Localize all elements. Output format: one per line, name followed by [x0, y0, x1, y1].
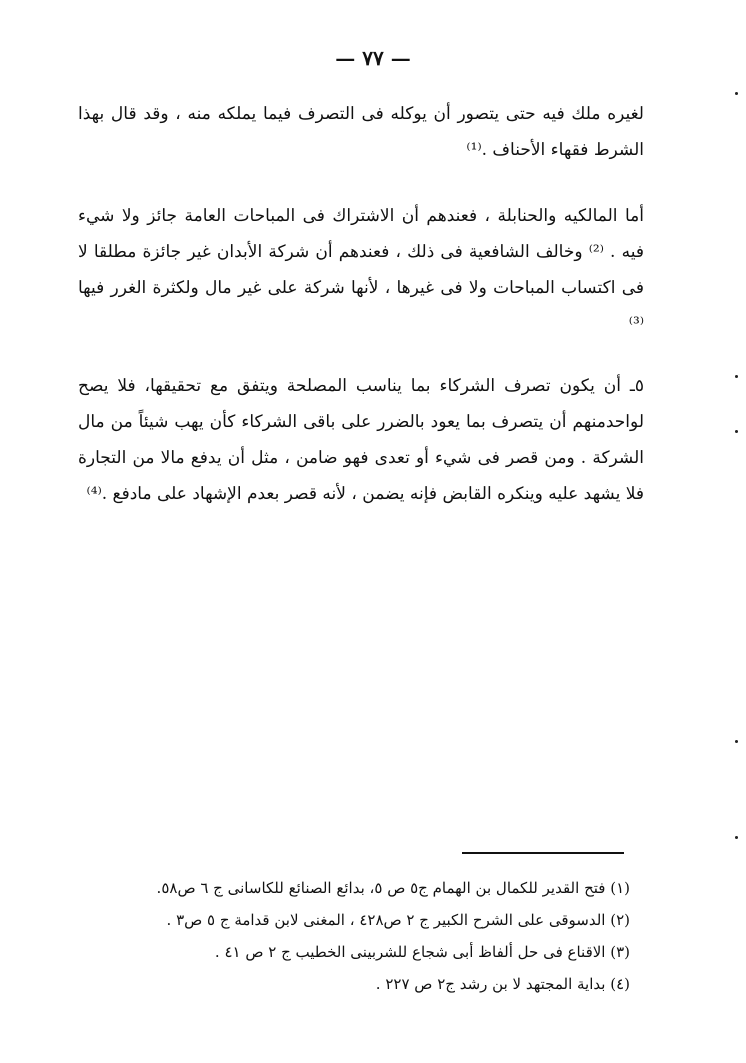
paragraph-2: أما المالكيه والحنابلة ، فعندهم أن الاشتراك فى المباحات العامة جائز ولا شيء فيه . ⁽²⁾ وخالف الشافعية فى ذلك ، فعندهم أن شركة الأبدان غير جائزة مطلقا لا فى اكتساب المباحات ولا فى غيرها ، لأنها شركة على غير مال ولكثرة الغرر فيها ⁽³⁾ — [78, 206, 644, 334]
scan-speck — [735, 740, 738, 743]
footnote-4: (٤) بداية المجتهد لا بن رشد ج٢ ص ٢٢٧ . — [375, 975, 630, 993]
footnote-separator — [462, 852, 624, 854]
body-text — [78, 96, 644, 538]
page-number: — ٧٧ — — [335, 46, 411, 70]
scan-speck — [735, 836, 738, 839]
footnote-2: (٢) الدسوقى على الشرح الكبير ج ٢ ص٤٢٨ ، المغنى لابن قدامة ج ٥ ص٣ . — [166, 911, 630, 929]
scan-speck — [735, 375, 738, 378]
footnotes — [110, 872, 630, 1000]
scan-speck — [735, 92, 738, 95]
footnote-1: (١) فتح القدير للكمال بن الهمام ج٥ ص ٥، بدائع الصنائع للكاسانى ج ٦ ص٥٨. — [156, 879, 630, 897]
paragraph-1: لغيره ملك فيه حتى يتصور أن يوكله فى التصرف فيما يملكه منه ، وقد قال بهذا الشرط فقهاء الأحناف .⁽¹⁾ — [78, 104, 644, 160]
paragraph-3: ٥ـ أن يكون تصرف الشركاء بما يناسب المصلحة ويتفق مع تحقيقها، فلا يصح لواحدمنهم أن يتصرف بما يعود بالضرر على باقى الشركاء كأن يهب شيئاً من مال الشركة . ومن قصر فى شيء أو تعدى فهو ضامن ، مثل أن يدفع مالا من التجارة فلا يشهد عليه وينكره القابض فإنه يضمن ، لأنه قصر بعدم الإشهاد على مادفع .⁽⁴⁾ — [78, 376, 644, 504]
footnote-3: (٣) الاقناع فى حل ألفاظ أبى شجاع للشربينى الخطيب ج ٢ ص ٤١ . — [214, 943, 630, 961]
scan-speck — [735, 430, 738, 433]
